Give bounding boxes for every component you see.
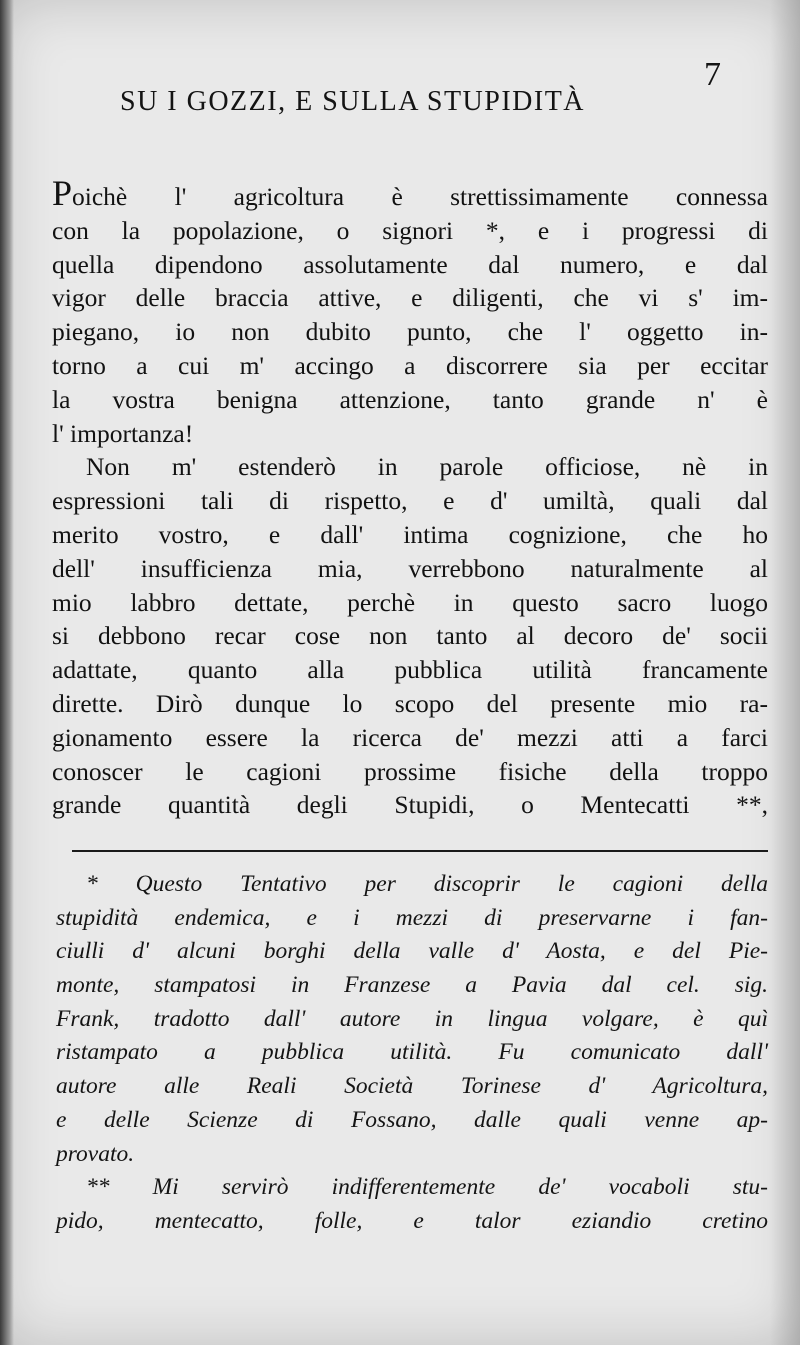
text-line-content: torno a cui m' accingo a discorrere sia per eccitar xyxy=(52,350,768,380)
text-line xyxy=(52,518,768,552)
text-line-content: con la popolazione, o signori *, e i progressi di xyxy=(52,215,768,245)
footnote-line: e delle Scienze di Fossano, dalle quali venne ap- xyxy=(56,1106,768,1133)
text-line xyxy=(52,349,768,383)
text-line-content: l' importanza! xyxy=(52,418,194,448)
text-line xyxy=(52,788,768,822)
text-line xyxy=(52,619,768,653)
footnote-line: provato. xyxy=(56,1140,135,1167)
footnote-rule xyxy=(72,850,768,852)
text-line-content: grande quantità degli Stupidi, o Mentecatti **, xyxy=(52,790,768,820)
footnote-line: ** Mi servirò indifferentemente de' vocaboli stu- xyxy=(86,1174,768,1201)
text-line xyxy=(52,552,768,586)
text-line xyxy=(52,450,768,484)
footnote-line: ristampato a pubblica utilità. Fu comunicato dall' xyxy=(56,1039,768,1066)
text-line-content: adattate, quanto alla pubblica utilità francamente xyxy=(52,655,768,685)
running-head: SU I GOZZI, E SULLA STUPIDITÀ xyxy=(120,86,586,117)
text-line-content: mio labbro dettate, perchè in questo sacro luogo xyxy=(52,587,768,617)
text-line xyxy=(52,281,768,315)
text-line xyxy=(52,214,768,248)
footnote-line: ciulli d' alcuni borghi della valle d' Aosta, e del Pie- xyxy=(56,938,768,965)
page-edge-shadow xyxy=(770,0,800,1345)
text-line xyxy=(52,248,768,282)
text-line-content: piegano, io non dubito punto, che l' oggetto in- xyxy=(52,317,768,347)
text-line-content: oichè l' agricoltura è strettissimamente connessa xyxy=(72,182,768,211)
main-text xyxy=(52,173,768,822)
text-line-content: conoscer le cagioni prossime fisiche della troppo xyxy=(52,756,768,786)
text-line-content: la vostra benigna attenzione, tanto grande n' è xyxy=(52,384,768,414)
binding-shadow xyxy=(0,0,14,1345)
footnote-line: autore alle Reali Società Torinese d' Agricoltura, xyxy=(56,1073,768,1100)
text-line xyxy=(52,315,768,349)
text-line xyxy=(52,653,768,687)
page-number: 7 xyxy=(704,56,721,93)
text-line xyxy=(52,484,768,518)
text-line-content: vigor delle braccia attive, e diligenti, che vi s' im- xyxy=(52,283,768,313)
text-line xyxy=(52,383,768,417)
text-line-content: merito vostro, e dall' intima cognizione, che ho xyxy=(52,519,768,549)
text-line xyxy=(52,586,768,620)
text-line-content: dell' insufficienza mia, verrebbono naturalmente al xyxy=(52,553,768,583)
footnote-line: pido, mentecatto, folle, e talor eziandio cretino xyxy=(56,1207,768,1234)
text-line xyxy=(52,173,768,214)
footnote-line: Frank, tradotto dall' autore in lingua volgare, è quì xyxy=(56,1005,768,1032)
text-line-content: quella dipendono assolutamente dal numero, e dal xyxy=(52,249,768,279)
text-line-content: dirette. Dirò dunque lo scopo del presente mio ra- xyxy=(52,688,768,718)
footnote-line: stupidità endemica, e i mezzi di preservarne i fan- xyxy=(56,904,768,931)
text-line-content: si debbono recar cose non tanto al decoro de' socii xyxy=(52,621,768,651)
text-line-content: espressioni tali di rispetto, e d' umiltà, quali dal xyxy=(52,486,768,516)
text-line xyxy=(52,755,768,789)
drop-cap: P xyxy=(52,173,73,213)
footnote-line: monte, stampatosi in Franzese a Pavia dal cel. sig. xyxy=(56,972,768,999)
footnote-line: * Questo Tentativo per discoprir le cagioni della xyxy=(86,871,768,897)
text-line-content: Non m' estenderò in parole officiose, nè in xyxy=(86,452,768,482)
text-line xyxy=(52,417,768,451)
footnotes xyxy=(56,868,768,1239)
text-line xyxy=(52,721,768,755)
text-line xyxy=(52,687,768,721)
text-line-content: gionamento essere la ricerca de' mezzi atti a farci xyxy=(52,722,768,752)
